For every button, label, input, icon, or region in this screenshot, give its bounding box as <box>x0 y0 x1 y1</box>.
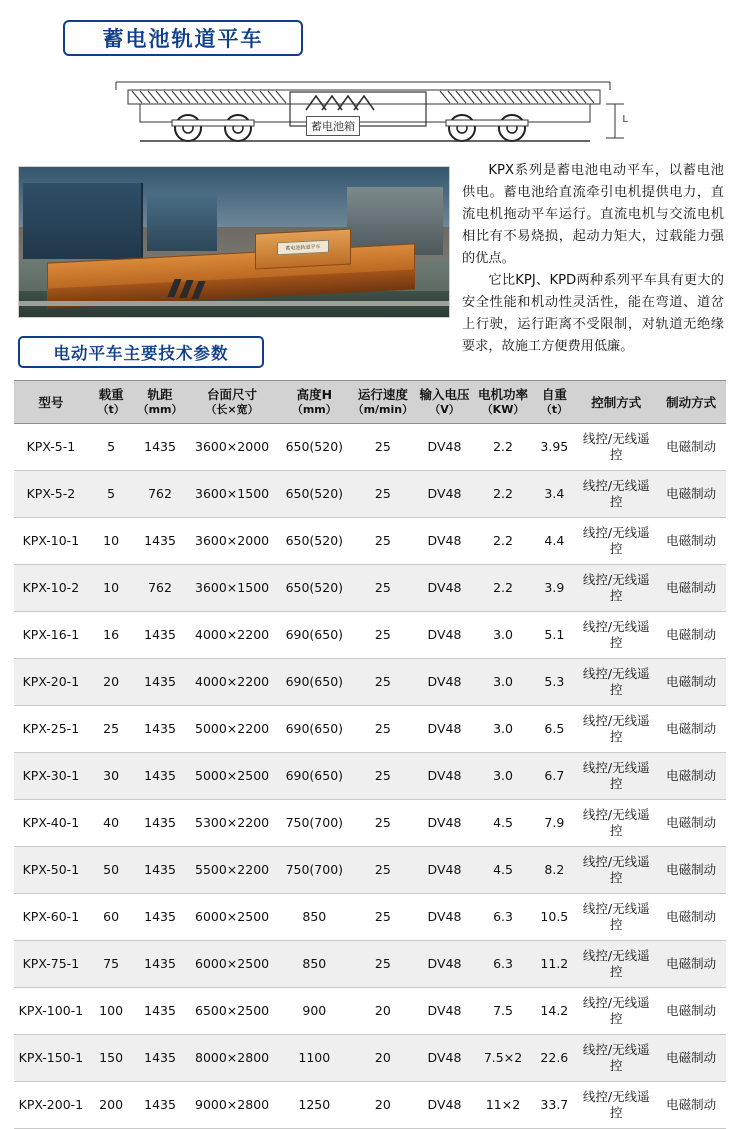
table-cell: KPX-5-2 <box>14 471 88 518</box>
photo-cart-plate: 蓄电池轨道平车 <box>277 240 329 256</box>
table-cell: 11×2 <box>473 1082 532 1129</box>
table-cell: 2.2 <box>473 424 532 471</box>
table-cell: 电磁制动 <box>656 706 726 753</box>
table-cell: 1435 <box>134 612 185 659</box>
table-cell: DV48 <box>416 1082 474 1129</box>
table-cell: 200 <box>88 1082 135 1129</box>
table-cell: 线控/无线遥控 <box>576 471 656 518</box>
table-cell: 电磁制动 <box>656 1082 726 1129</box>
table-cell: 6000×2500 <box>186 894 279 941</box>
table-cell: 25 <box>350 565 415 612</box>
table-cell: 线控/无线遥控 <box>576 753 656 800</box>
table-cell: 电磁制动 <box>656 424 726 471</box>
table-cell: 电磁制动 <box>656 1035 726 1082</box>
table-cell: 7.5 <box>473 988 532 1035</box>
table-cell: 3.0 <box>473 612 532 659</box>
page-title: 蓄电池轨道平车 <box>102 27 264 51</box>
table-cell: 25 <box>350 847 415 894</box>
table-cell: 线控/无线遥控 <box>576 612 656 659</box>
table-cell: 100 <box>88 988 135 1035</box>
description-paragraph-2: 它比KPJ、KPD两种系列平车具有更大的安全性能和机动性灵活性，能在弯道、道岔上行驶，运行距离不受限制，对轨道无绝缘要求，故施工方便费用低廉。 <box>462 273 724 354</box>
table-cell: 6.5 <box>533 706 576 753</box>
table-cell: 电磁制动 <box>656 518 726 565</box>
table-row <box>14 894 726 941</box>
table-cell: 14.2 <box>533 988 576 1035</box>
col-header-speed-sub: （m/min） <box>352 403 414 416</box>
table-cell: 16 <box>88 612 135 659</box>
table-cell: 850 <box>278 941 350 988</box>
col-header-table-size-main: 台面尺寸 <box>207 387 258 402</box>
table-cell: 650(520) <box>278 424 350 471</box>
table-cell: KPX-40-1 <box>14 800 88 847</box>
table-cell: 2.2 <box>473 518 532 565</box>
table-cell: 7.9 <box>533 800 576 847</box>
table-cell: 电磁制动 <box>656 471 726 518</box>
table-cell: 9000×2800 <box>186 1082 279 1129</box>
table-cell: 线控/无线遥控 <box>576 847 656 894</box>
table-cell: 电磁制动 <box>656 800 726 847</box>
table-cell: 650(520) <box>278 471 350 518</box>
col-header-power-sub: （KW） <box>481 403 525 416</box>
table-cell: 25 <box>350 518 415 565</box>
table-row <box>14 518 726 565</box>
table-cell: 690(650) <box>278 659 350 706</box>
table-cell: 650(520) <box>278 565 350 612</box>
product-photo <box>18 166 450 318</box>
table-cell: 150 <box>88 1035 135 1082</box>
table-cell: 6500×2500 <box>186 988 279 1035</box>
col-header-weight-main: 自重 <box>541 387 567 402</box>
table-cell: KPX-100-1 <box>14 988 88 1035</box>
table-row <box>14 659 726 706</box>
table-cell: 25 <box>350 471 415 518</box>
table-cell: DV48 <box>416 706 474 753</box>
col-header-model <box>14 381 88 424</box>
table-cell: 5.1 <box>533 612 576 659</box>
table-cell: 3.0 <box>473 659 532 706</box>
table-cell: 22.6 <box>533 1035 576 1082</box>
dimension-label-l: L <box>622 114 628 125</box>
table-cell: 750(700) <box>278 847 350 894</box>
table-cell: 3.0 <box>473 753 532 800</box>
table-cell: 20 <box>350 988 415 1035</box>
col-header-voltage-sub: （V） <box>429 403 460 416</box>
table-row <box>14 847 726 894</box>
table-cell: 690(650) <box>278 753 350 800</box>
table-cell: 线控/无线遥控 <box>576 800 656 847</box>
table-cell: 5.3 <box>533 659 576 706</box>
table-cell: 电磁制动 <box>656 565 726 612</box>
table-cell: KPX-20-1 <box>14 659 88 706</box>
col-header-weight <box>533 381 576 424</box>
table-cell: 3.9 <box>533 565 576 612</box>
table-cell: DV48 <box>416 659 474 706</box>
table-cell: 6.3 <box>473 894 532 941</box>
table-cell: 1435 <box>134 847 185 894</box>
table-cell: DV48 <box>416 518 474 565</box>
table-cell: 电磁制动 <box>656 941 726 988</box>
table-cell: 25 <box>350 941 415 988</box>
spec-section-banner <box>18 336 264 368</box>
col-header-gauge-main: 轨距 <box>147 387 173 402</box>
table-cell: 3600×1500 <box>186 565 279 612</box>
col-header-brake-main: 制动方式 <box>666 394 717 410</box>
table-cell: 电磁制动 <box>656 753 726 800</box>
table-cell: 33.7 <box>533 1082 576 1129</box>
table-cell: 11.2 <box>533 941 576 988</box>
table-cell: KPX-5-1 <box>14 424 88 471</box>
table-cell: 1435 <box>134 518 185 565</box>
table-cell: 5 <box>88 471 135 518</box>
table-cell: KPX-10-1 <box>14 518 88 565</box>
table-cell: 5000×2200 <box>186 706 279 753</box>
table-cell: DV48 <box>416 941 474 988</box>
table-cell: KPX-75-1 <box>14 941 88 988</box>
table-cell: 690(650) <box>278 612 350 659</box>
table-cell: 4000×2200 <box>186 612 279 659</box>
table-cell: 线控/无线遥控 <box>576 941 656 988</box>
table-cell: 1435 <box>134 800 185 847</box>
table-cell: 6.7 <box>533 753 576 800</box>
table-cell: 线控/无线遥控 <box>576 988 656 1035</box>
table-cell: 线控/无线遥控 <box>576 424 656 471</box>
col-header-speed <box>350 381 415 424</box>
spec-table-wrapper <box>14 380 726 1129</box>
table-cell: 3600×2000 <box>186 424 279 471</box>
table-cell: 线控/无线遥控 <box>576 659 656 706</box>
col-header-table-size <box>186 381 279 424</box>
table-cell: 线控/无线遥控 <box>576 894 656 941</box>
table-cell: 5 <box>88 424 135 471</box>
table-cell: 6.3 <box>473 941 532 988</box>
table-cell: DV48 <box>416 612 474 659</box>
table-cell: 4.4 <box>533 518 576 565</box>
transfer-cart-diagram <box>110 68 630 153</box>
spec-section-title: 电动平车主要技术参数 <box>53 344 229 363</box>
col-header-brake <box>656 381 726 424</box>
table-row <box>14 1082 726 1129</box>
col-header-height <box>278 381 350 424</box>
table-cell: KPX-200-1 <box>14 1082 88 1129</box>
table-cell: 25 <box>350 753 415 800</box>
table-row <box>14 612 726 659</box>
table-cell: KPX-10-2 <box>14 565 88 612</box>
spec-table <box>14 380 726 1129</box>
table-cell: 762 <box>134 565 185 612</box>
table-cell: DV48 <box>416 800 474 847</box>
technical-drawing <box>110 68 630 153</box>
table-row <box>14 424 726 471</box>
table-cell: 1435 <box>134 659 185 706</box>
spec-table-body <box>14 424 726 1129</box>
photo-rail <box>19 301 449 306</box>
table-cell: 20 <box>88 659 135 706</box>
table-cell: 线控/无线遥控 <box>576 1082 656 1129</box>
product-description <box>462 160 724 358</box>
table-cell: DV48 <box>416 1035 474 1082</box>
table-cell: 20 <box>350 1082 415 1129</box>
col-header-weight-sub: （t） <box>540 403 568 416</box>
table-cell: 25 <box>350 659 415 706</box>
table-cell: 线控/无线遥控 <box>576 706 656 753</box>
col-header-control <box>576 381 656 424</box>
photo-machine-mid <box>147 193 217 251</box>
table-cell: KPX-150-1 <box>14 1035 88 1082</box>
table-cell: 电磁制动 <box>656 847 726 894</box>
col-header-voltage-main: 输入电压 <box>419 387 470 402</box>
table-cell: 650(520) <box>278 518 350 565</box>
table-cell: 2.2 <box>473 471 532 518</box>
table-cell: 1435 <box>134 988 185 1035</box>
table-row <box>14 565 726 612</box>
table-row <box>14 988 726 1035</box>
table-cell: 8.2 <box>533 847 576 894</box>
table-row <box>14 471 726 518</box>
table-cell: 电磁制动 <box>656 659 726 706</box>
table-cell: 1435 <box>134 753 185 800</box>
table-cell: 750(700) <box>278 800 350 847</box>
spec-table-head <box>14 381 726 424</box>
table-cell: 25 <box>350 424 415 471</box>
table-header-row <box>14 381 726 424</box>
col-header-power <box>473 381 532 424</box>
photo-machine-left <box>23 183 143 259</box>
table-cell: 50 <box>88 847 135 894</box>
table-row <box>14 1035 726 1082</box>
table-cell: 850 <box>278 894 350 941</box>
page-title-banner <box>63 20 303 56</box>
table-cell: DV48 <box>416 894 474 941</box>
table-row <box>14 941 726 988</box>
col-header-load-sub: （t） <box>97 403 125 416</box>
table-cell: 3.4 <box>533 471 576 518</box>
table-cell: 线控/无线遥控 <box>576 518 656 565</box>
col-header-load-main: 载重 <box>98 387 124 402</box>
table-cell: 2.2 <box>473 565 532 612</box>
col-header-control-main: 控制方式 <box>591 394 642 410</box>
table-cell: 10 <box>88 518 135 565</box>
table-cell: 25 <box>350 894 415 941</box>
table-cell: KPX-30-1 <box>14 753 88 800</box>
table-cell: 20 <box>350 1035 415 1082</box>
table-cell: 线控/无线遥控 <box>576 565 656 612</box>
table-cell: 1435 <box>134 706 185 753</box>
table-cell: DV48 <box>416 565 474 612</box>
table-cell: 25 <box>88 706 135 753</box>
table-cell: 3600×2000 <box>186 518 279 565</box>
table-cell: 1435 <box>134 941 185 988</box>
table-cell: 75 <box>88 941 135 988</box>
table-cell: 25 <box>350 706 415 753</box>
table-cell: KPX-50-1 <box>14 847 88 894</box>
table-cell: 30 <box>88 753 135 800</box>
table-cell: 5300×2200 <box>186 800 279 847</box>
table-cell: 25 <box>350 800 415 847</box>
table-cell: 5000×2500 <box>186 753 279 800</box>
col-header-gauge <box>134 381 185 424</box>
table-cell: 762 <box>134 471 185 518</box>
table-cell: DV48 <box>416 988 474 1035</box>
table-cell: 1435 <box>134 1082 185 1129</box>
col-header-height-sub: （mm） <box>291 403 337 416</box>
col-header-power-main: 电机功率 <box>478 387 529 402</box>
table-cell: 690(650) <box>278 706 350 753</box>
table-cell: 1435 <box>134 894 185 941</box>
col-header-load <box>88 381 135 424</box>
table-cell: 10.5 <box>533 894 576 941</box>
table-row <box>14 706 726 753</box>
table-cell: 1435 <box>134 1035 185 1082</box>
table-cell: KPX-25-1 <box>14 706 88 753</box>
table-cell: 3.0 <box>473 706 532 753</box>
table-cell: 6000×2500 <box>186 941 279 988</box>
col-header-gauge-sub: （mm） <box>137 403 183 416</box>
table-cell: 4.5 <box>473 800 532 847</box>
table-cell: DV48 <box>416 471 474 518</box>
col-header-speed-main: 运行速度 <box>357 387 408 402</box>
table-cell: 4.5 <box>473 847 532 894</box>
table-cell: 25 <box>350 612 415 659</box>
col-header-voltage <box>416 381 474 424</box>
battery-box-label: 蓄电池箱 <box>306 116 360 136</box>
table-cell: KPX-60-1 <box>14 894 88 941</box>
table-cell: 1250 <box>278 1082 350 1129</box>
description-paragraph-1: KPX系列是蓄电池电动平车，以蓄电池供电。蓄电池给直流牵引电机提供电力，直流电机拖动平车运行。直流电机与交流电机相比有不易烧损，起动力矩大，过载能力强的优点。 <box>462 163 724 266</box>
table-cell: KPX-16-1 <box>14 612 88 659</box>
table-cell: 1435 <box>134 424 185 471</box>
table-cell: 电磁制动 <box>656 894 726 941</box>
table-cell: 3600×1500 <box>186 471 279 518</box>
table-cell: DV48 <box>416 424 474 471</box>
table-cell: 线控/无线遥控 <box>576 1035 656 1082</box>
table-cell: 40 <box>88 800 135 847</box>
table-cell: 电磁制动 <box>656 612 726 659</box>
table-cell: 电磁制动 <box>656 988 726 1035</box>
table-cell: DV48 <box>416 847 474 894</box>
table-cell: 60 <box>88 894 135 941</box>
table-row <box>14 753 726 800</box>
table-cell: 5500×2200 <box>186 847 279 894</box>
table-cell: 900 <box>278 988 350 1035</box>
table-cell: 7.5×2 <box>473 1035 532 1082</box>
table-cell: 3.95 <box>533 424 576 471</box>
table-cell: 4000×2200 <box>186 659 279 706</box>
table-row <box>14 800 726 847</box>
table-cell: 1100 <box>278 1035 350 1082</box>
col-header-model-main: 型号 <box>38 394 64 410</box>
table-cell: 10 <box>88 565 135 612</box>
table-cell: 8000×2800 <box>186 1035 279 1082</box>
col-header-height-main: 高度H <box>296 387 333 402</box>
col-header-table-size-sub: （长×宽） <box>205 403 259 416</box>
table-cell: DV48 <box>416 753 474 800</box>
